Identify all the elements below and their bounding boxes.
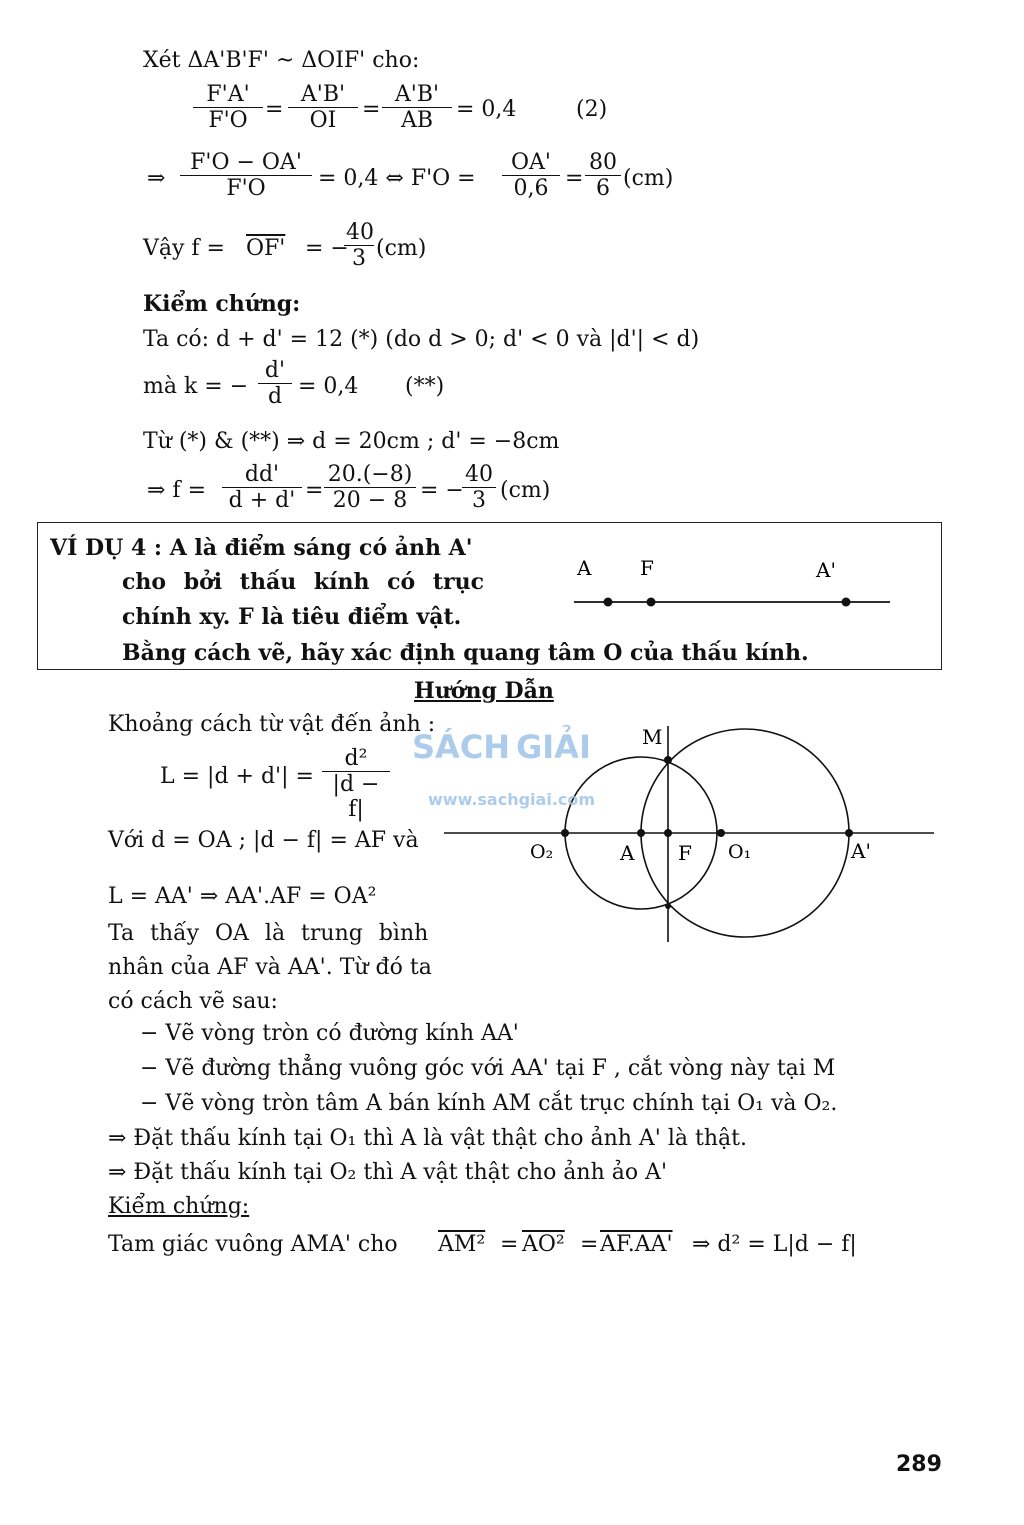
fraction: $\frac{\text{d²}}{|d - f|}$ [322,746,390,822]
fraction: $\frac{80}{6}$ [585,150,621,201]
label-f: F [678,841,692,865]
watermark-logo-right: GIẢI [516,728,591,766]
label-a: A [620,841,635,865]
point-a-prime [842,598,851,607]
step-2: − Vẽ đường thẳng vuông góc với AA' tại F , cắt vòng này tại M [140,1056,836,1081]
point-a-prime [845,829,853,837]
fraction: $\frac{F'A'}{F'O}$ [193,82,263,133]
fraction: $\frac{40}{3}$ [462,462,496,513]
example-4-line-2: cho bởi thấu kính có trục [122,569,484,595]
fraction: $\frac{40}{3}$ [346,220,374,271]
equation-tag: (2) [576,97,608,122]
example-4-line-1: VÍ DỤ 4 : A là điểm sáng có ảnh A' [50,535,473,561]
example-4-line-4: Bằng cách vẽ, hãy xác định quang tâm O của thấu kính. [122,640,809,666]
watermark-logo-left: SÁCH [412,728,511,766]
point-m [664,756,672,764]
watermark-url: www.sachgiai.com [428,790,596,809]
guide-paragraph-2: nhân của AF và AA'. Từ đó ta [108,955,432,980]
construction-diagram [440,720,940,950]
label-o1: O₁ [728,841,752,863]
label-f: F [640,556,654,580]
guide-verification-heading: Kiểm chứng: [108,1194,250,1219]
step-3: − Vẽ vòng tròn tâm A bán kính AM cắt trục chính tại O₁ và O₂. [140,1091,838,1116]
label-o2: O₂ [530,841,554,863]
guide-l-relation: L = AA' ⇒ AA'.AF = OA² [108,884,377,909]
label-m: M [642,725,663,749]
conclusion-2: ⇒ Đặt thấu kính tại O₂ thì A vật thật cho ảnh ảo A' [108,1160,668,1185]
label-a: A [577,556,592,580]
example-4-box [37,522,942,670]
point-f [664,829,672,837]
point-o1 [717,829,725,837]
point-f [647,598,656,607]
point-m-lower [665,903,671,909]
fraction: $\frac{A'B'}{AB}$ [382,82,452,133]
example-4-line-3: chính xy. F là tiêu điểm vật. [122,604,462,630]
point-a [604,598,613,607]
label-a-prime: A' [816,558,836,582]
fraction: $\frac{A'B'}{OI}$ [288,82,358,133]
sum-line: Ta có: d + d' = 12 (*) (do d > 0; d' < 0 và |d'| < d) [143,327,700,352]
result-line: Từ (*) & (**) ⇒ d = 20cm ; d' = −8cm [143,429,560,454]
verification-heading: Kiểm chứng: [143,291,301,317]
label-a-prime: A' [851,839,871,863]
fraction: $\frac{d'}{d}$ [258,358,292,409]
axis-figure [568,555,898,615]
page-number: 289 [896,1452,942,1477]
fraction: $\frac{OA'}{0,6}$ [502,150,560,201]
point-o2 [561,829,569,837]
guide-line-1: Khoảng cách từ vật đến ảnh : [108,712,436,737]
guide-heading: Hướng Dẫn [414,678,554,704]
point-a [637,829,645,837]
step-1: − Vẽ vòng tròn có đường kính AA' [140,1021,519,1046]
guide-paragraph-1: Ta thấy OA là trung bình [108,921,429,946]
guide-definitions: Với d = OA ; |d − f| = AF và [108,828,419,853]
guide-paragraph-3: có cách vẽ sau: [108,989,278,1014]
fraction: $\frac{20.(-8)}{20 - 8}$ [324,462,416,513]
fraction: $\frac{F'O - OA'}{F'O}$ [180,150,312,201]
similar-triangles-line: Xét ΔA'B'F' ~ ΔOIF' cho: [143,48,420,73]
conclusion-1: ⇒ Đặt thấu kính tại O₁ thì A là vật thật cho ảnh A' là thật. [108,1126,747,1151]
fraction: $\frac{dd'}{d + d'}$ [222,462,302,513]
